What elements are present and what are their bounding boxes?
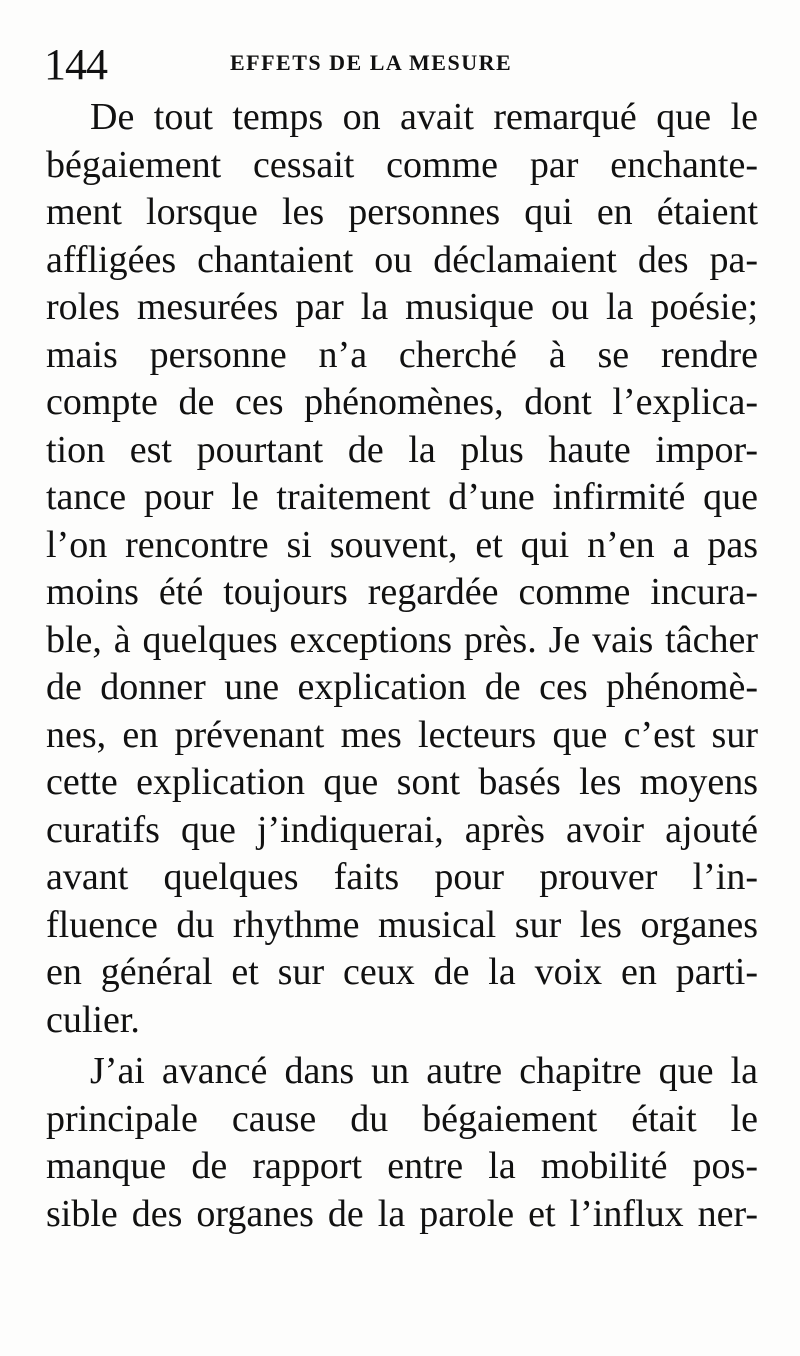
text-line: sible des organes de la parole et l’influx ner-: [46, 1192, 758, 1235]
page-number: 144: [44, 40, 107, 89]
text-line: principale cause du bégaiement était le: [46, 1097, 758, 1140]
text-line: roles mesurées par la musique ou la poésie;: [46, 286, 758, 328]
text-line: fluence du rhythme musical sur les organes: [46, 903, 758, 946]
text-line: tion est pourtant de la plus haute impor-: [46, 428, 758, 471]
paragraph: [46, 94, 758, 1044]
text-line: culier.: [46, 998, 140, 1041]
text-line: moins été toujours regardée comme incura-: [46, 571, 758, 613]
text-line: curatifs que j’indiquerai, après avoir ajouté: [46, 808, 758, 851]
text-line: nes, en prévenant mes lecteurs que c’est sur: [46, 713, 758, 756]
text-line: tance pour le traitement d’une infirmité que: [46, 476, 758, 518]
text-line: affligées chantaient ou déclamaient des pa-: [46, 238, 758, 281]
text-line: l’on rencontre si souvent, et qui n’en a pas: [46, 523, 758, 566]
running-header: [44, 40, 764, 90]
text-line: De tout temps on avait remarqué que le: [90, 96, 758, 138]
text-line: J’ai avancé dans un autre chapitre que la: [90, 1050, 758, 1092]
text-line: cette explication que sont basés les moyens: [46, 761, 758, 803]
text-line: bégaiement cessait comme par enchante-: [46, 143, 758, 186]
text-line: en général et sur ceux de la voix en parti-: [46, 951, 758, 993]
text-line: de donner une explication de ces phénomè-: [46, 666, 758, 708]
text-line: avant quelques faits pour prouver l’in-: [46, 856, 758, 898]
paragraph: [46, 1048, 758, 1238]
running-title: EFFETS DE LA MESURE: [230, 50, 513, 75]
text-line: compte de ces phénomènes, dont l’explica-: [46, 381, 758, 423]
text-line: mais personne n’a cherché à se rendre: [46, 333, 758, 376]
text-line: ble, à quelques exceptions près. Je vais tâcher: [46, 618, 758, 661]
text-line: manque de rapport entre la mobilité pos-: [46, 1145, 758, 1187]
body-text: [46, 94, 758, 1238]
text-line: ment lorsque les personnes qui en étaient: [46, 191, 758, 233]
